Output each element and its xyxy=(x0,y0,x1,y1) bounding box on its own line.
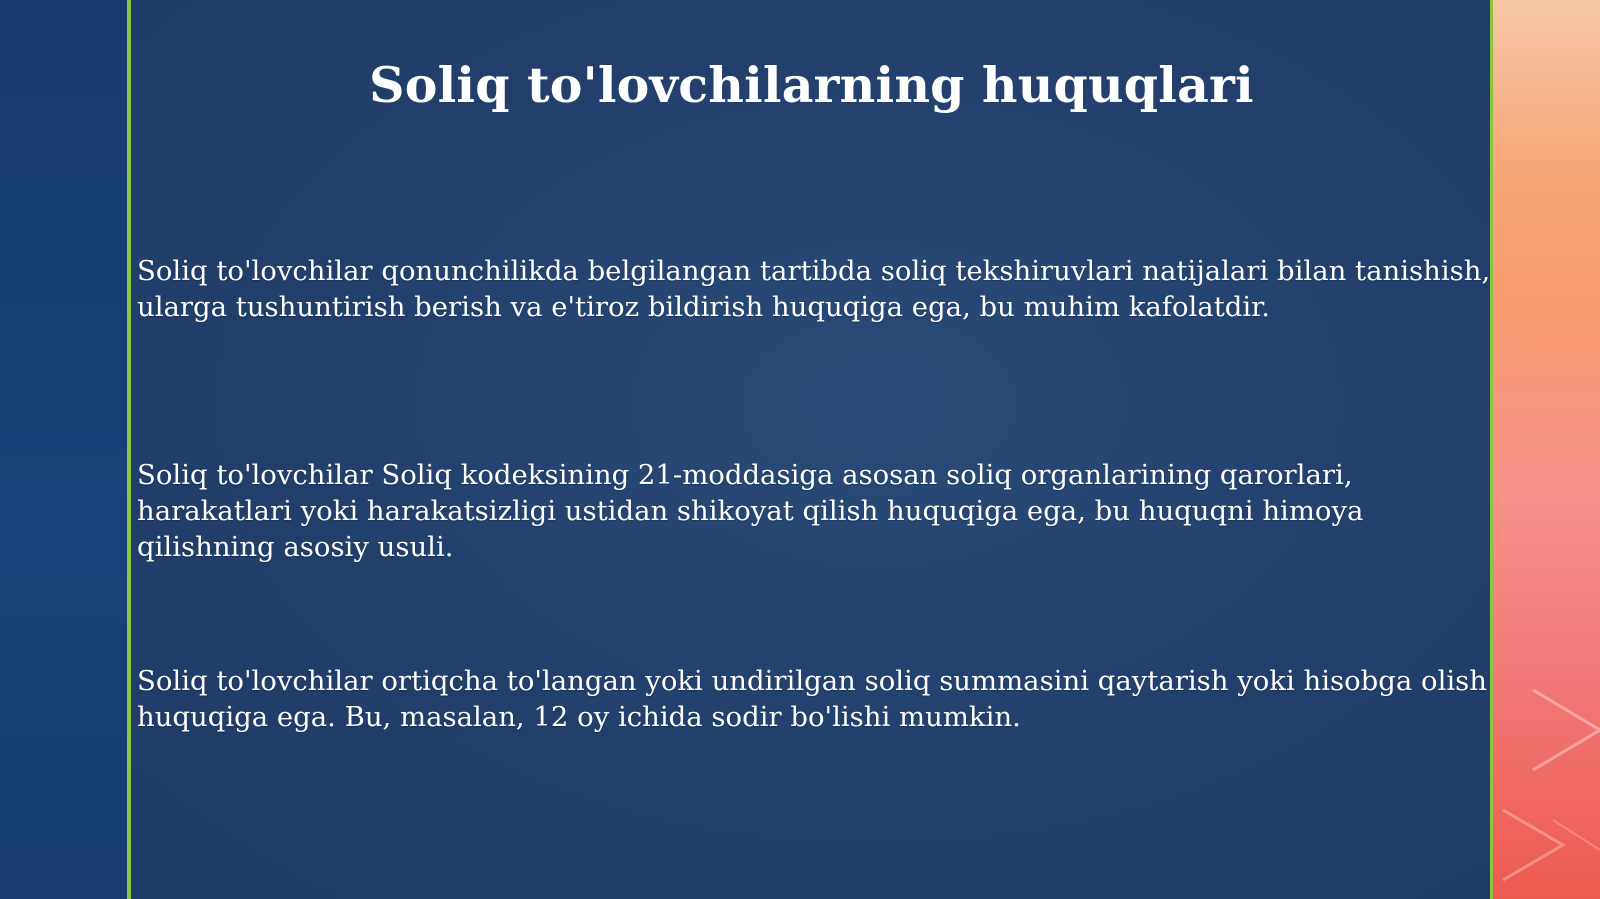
left-background-band xyxy=(0,0,127,899)
paragraph-3: Soliq to'lovchilar ortiqcha to'langan yoki undirilgan soliq summasini qaytarish yoki hisobga olish huquqiga ega. Bu, masalan, 12 oy ichida sodir bo'lishi mumkin. xyxy=(137,665,1487,733)
content-panel xyxy=(127,0,1493,899)
paragraph-1: Soliq to'lovchilar qonunchilikda belgilangan tartibda soliq tekshiruvlari natijalari bilan tanishish, ularga tushuntirish berish va e'tiroz bildirish huquqiga ega, bu muhim kafolatdir. xyxy=(137,255,1491,323)
slide-title: Soliq to'lovchilarning huquqlari xyxy=(369,56,1254,114)
chevron-decoration-icon xyxy=(1493,0,1600,899)
right-decorative-band xyxy=(1493,0,1600,899)
paragraph-2: Soliq to'lovchilar Soliq kodeksining 21-moddasiga asosan soliq organlarining qarorlari, harakatlari yoki harakatsizligi ustidan shikoyat qilish huquqiga ega, bu huquqni himoya qilishning asosiy usuli. xyxy=(137,459,1364,563)
